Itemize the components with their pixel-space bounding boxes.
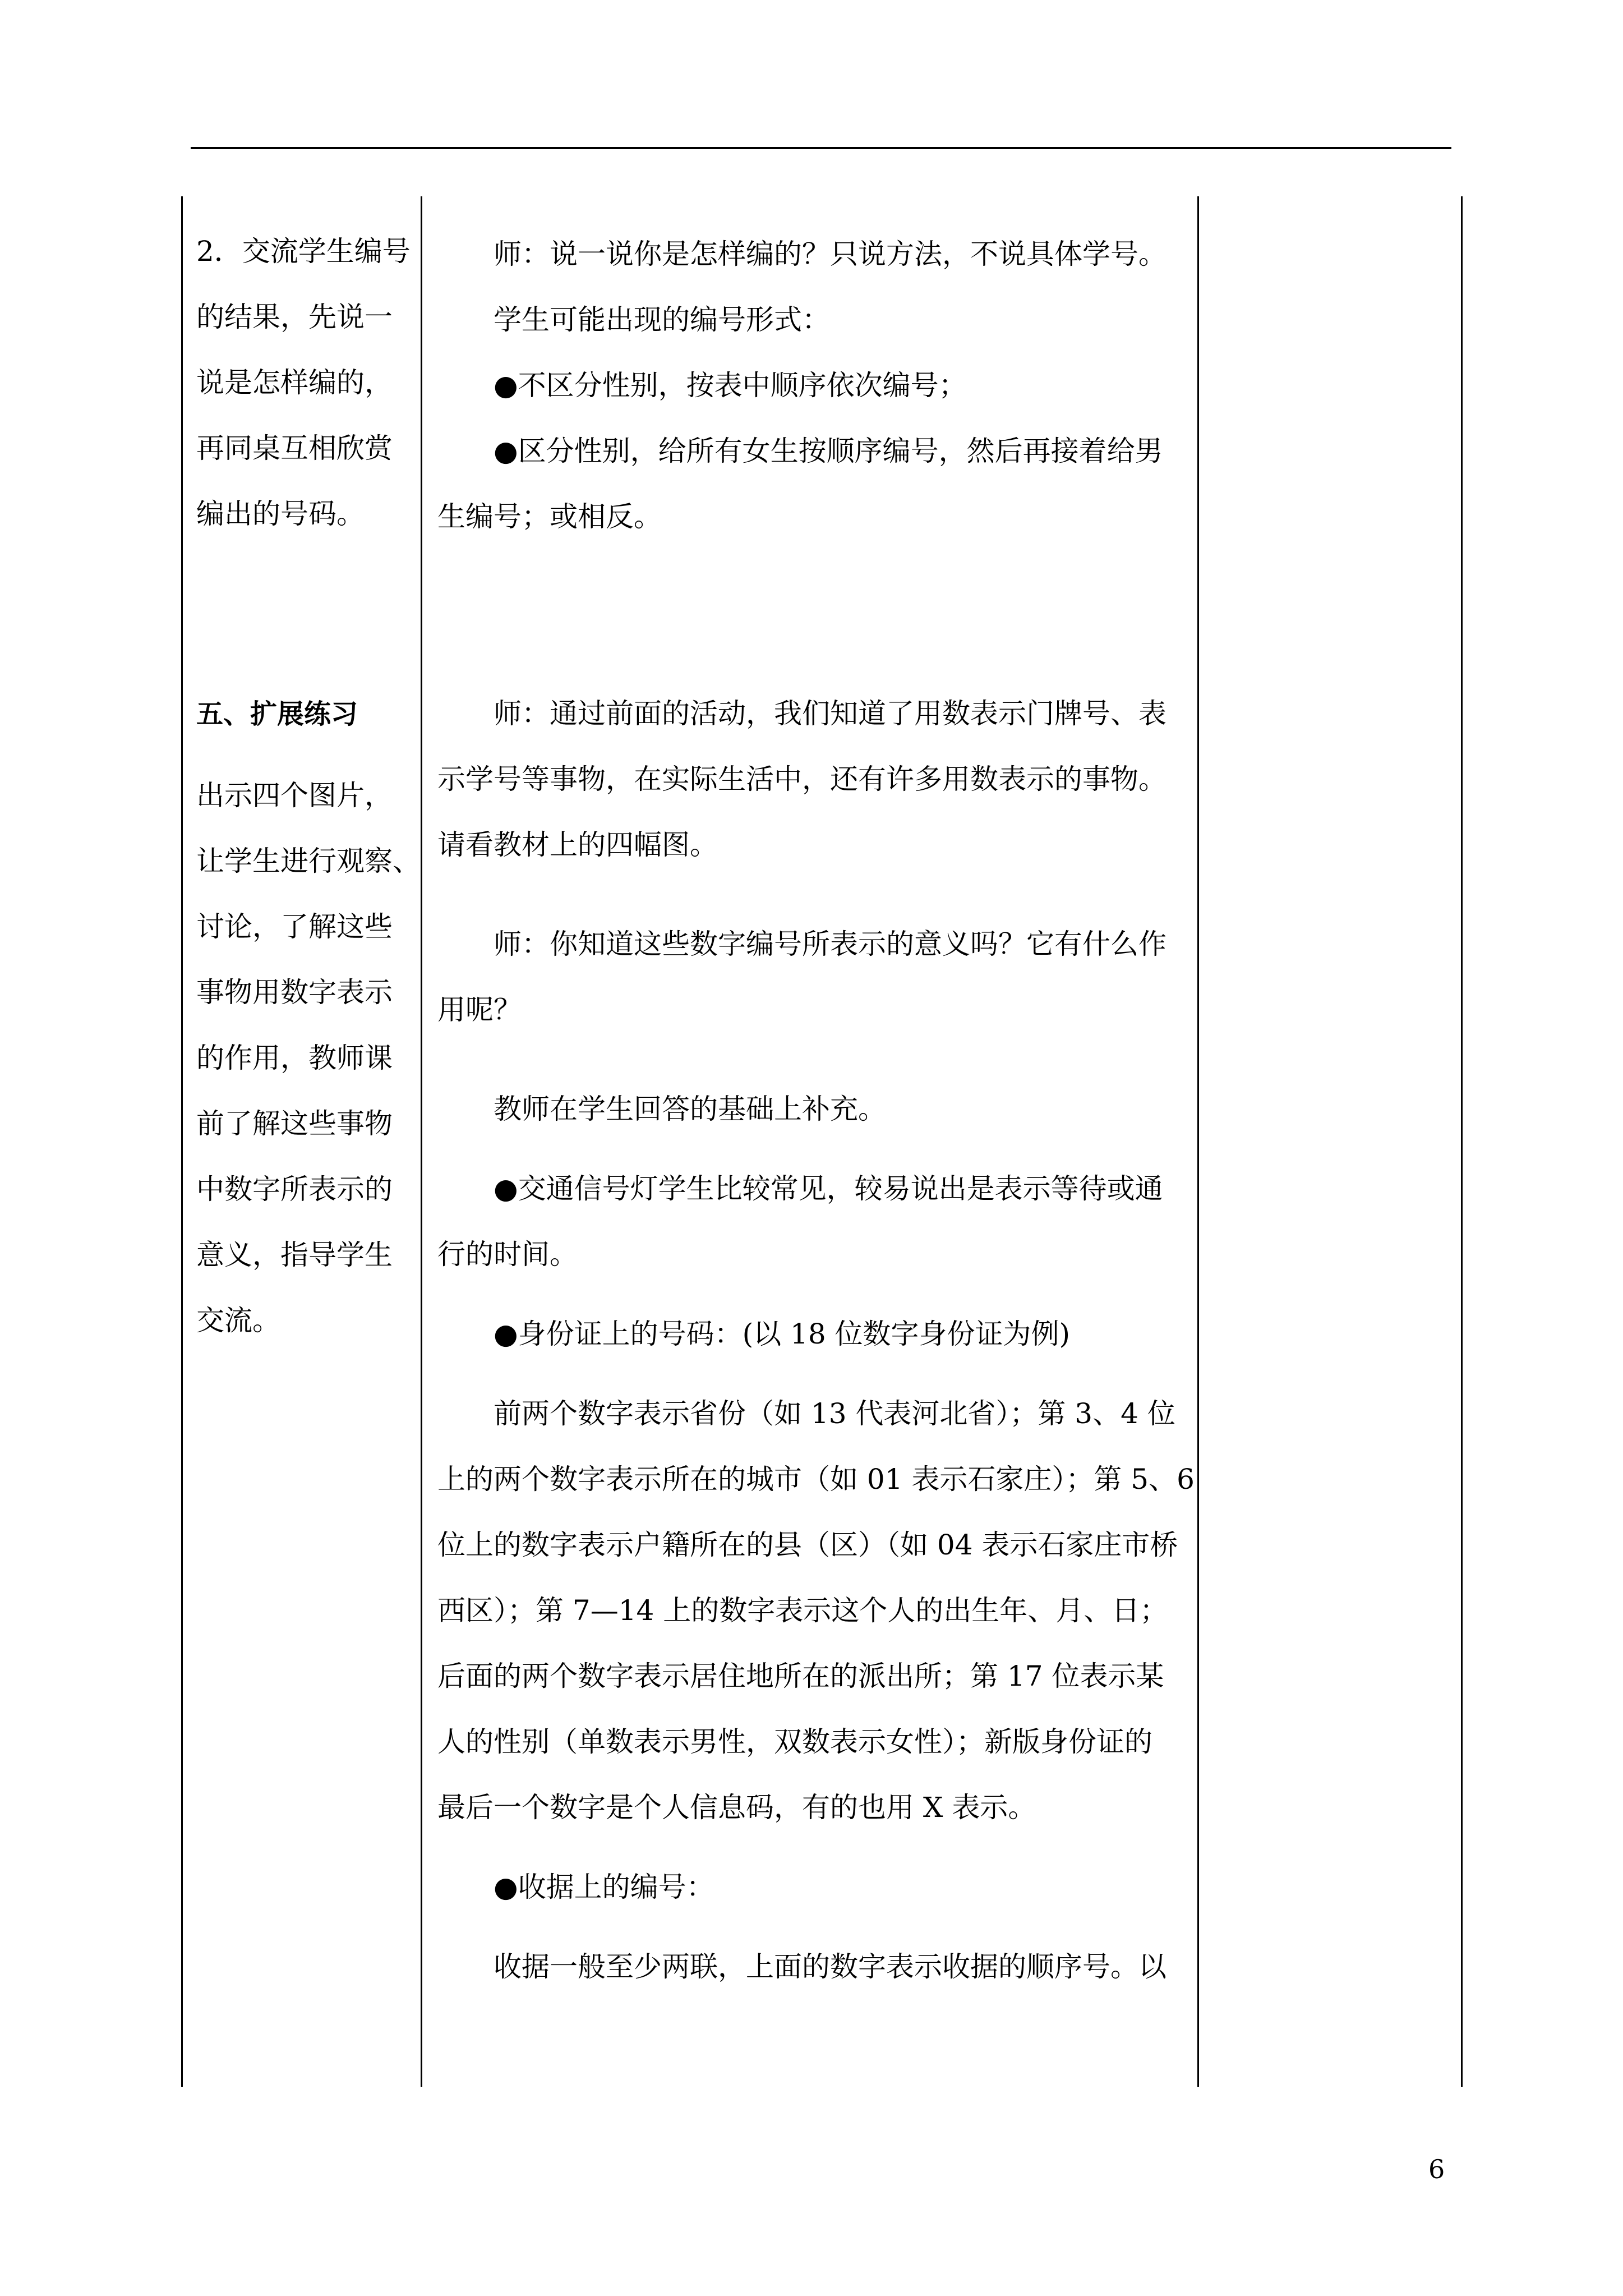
left-line: 前了解这些事物 (196, 1107, 393, 1140)
text-line: 收据一般至少两联，上面的数字表示收据的顺序号。以 (437, 1950, 1166, 1983)
table-divider-1 (421, 196, 422, 2087)
text-line: 请看教材上的四幅图。 (437, 829, 718, 861)
left-line: 交流。 (196, 1304, 280, 1337)
paragraph (437, 1156, 1192, 1287)
paragraph (437, 222, 1192, 287)
left-line: 出示四个图片， (196, 779, 393, 812)
left-line: 讨论，了解这些 (196, 910, 393, 943)
text-line: 生编号；或相反。 (437, 500, 662, 533)
left-line: 的作用，教师课 (196, 1042, 393, 1074)
text-line: 教师在学生回答的基础上补充。 (437, 1093, 886, 1125)
table-border-right (1461, 196, 1463, 2087)
text-line: 师：说一说你是怎样编的？只说方法，不说具体学号。 (437, 238, 1166, 270)
page-number: 6 (1428, 2154, 1445, 2184)
text-line: 最后一个数字是个人信息码，有的也用 X 表示。 (437, 1791, 1036, 1824)
paragraph (437, 912, 1192, 1043)
left-line: 再同桌互相欣赏 (196, 432, 393, 464)
paragraph (437, 1076, 1192, 1142)
paragraph (437, 287, 1192, 353)
left-column (196, 219, 421, 1354)
text-line: 前两个数字表示省份（如 13 代表河北省）；第 3、4 位 (437, 1397, 1175, 1430)
text-line: ●区分性别，给所有女生按顺序编号，然后再接着给男 (437, 435, 1163, 467)
paragraph (437, 353, 1192, 418)
left-line: 的结果，先说一 (196, 301, 393, 333)
paragraph (437, 1301, 1192, 1367)
header-rule (191, 147, 1451, 149)
left-line: 意义，指导学生 (196, 1239, 393, 1271)
text-line: 人的性别（单数表示男性，双数表示女性）；新版身份证的 (437, 1726, 1152, 1758)
text-line: 西区）；第 7—14 上的数字表示这个人的出生年、月、日； (437, 1594, 1168, 1627)
left-line: 中数字所表示的 (196, 1173, 393, 1205)
text-line: 师：你知道这些数字编号所表示的意义吗？它有什么作 (437, 928, 1166, 960)
left-line: 事物用数字表示 (196, 976, 393, 1009)
paragraph (437, 681, 1192, 878)
text-line: 上的两个数字表示所在的城市（如 01 表示石家庄）；第 5、6 (437, 1463, 1195, 1496)
text-line: 示学号等事物，在实际生活中，还有许多用数表示的事物。 (437, 763, 1166, 795)
text-line: ●不区分性别，按表中顺序依次编号； (437, 369, 967, 402)
left-line: 2．交流学生编号 (196, 235, 411, 268)
left-line: 编出的号码。 (196, 498, 365, 530)
text-line: 行的时间。 (437, 1238, 578, 1271)
paragraph (437, 1934, 1192, 2000)
text-line: 位上的数字表示户籍所在的县（区）（如 04 表示石家庄市桥 (437, 1529, 1178, 1561)
paragraph (437, 1381, 1195, 1841)
text-line: 用呢？ (437, 993, 522, 1026)
paragraph (437, 1855, 1192, 1920)
paragraph (437, 418, 1192, 550)
text-line: ●身份证上的号码：(以 18 位数字身份证为例) (437, 1318, 1071, 1350)
section-heading: 五、扩展练习 (196, 698, 358, 730)
text-line: 后面的两个数字表示居住地所在的派出所；第 17 位表示某 (437, 1660, 1164, 1692)
left-spacer (196, 747, 415, 763)
left-line: 说是怎样编的， (196, 366, 393, 399)
text-line: ●收据上的编号： (437, 1871, 714, 1903)
left-line: 让学生进行观察、 (196, 845, 421, 877)
table-divider-2 (1197, 196, 1199, 2087)
text-line: ●交通信号灯学生比较常见，较易说出是表示等待或通 (437, 1172, 1163, 1205)
middle-column (437, 222, 1195, 2000)
left-spacer (196, 547, 415, 682)
text-line: 学生可能出现的编号形式： (437, 303, 830, 336)
table-border-left (181, 196, 183, 2087)
text-line: 师：通过前面的活动，我们知道了用数表示门牌号、表 (437, 697, 1166, 730)
